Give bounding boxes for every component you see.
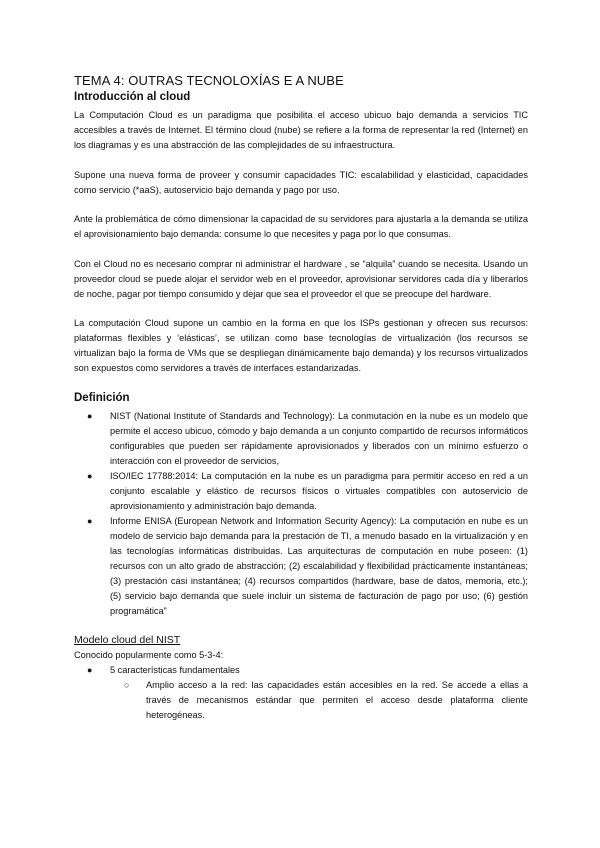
definition-item-text: NIST (National Institute of Standards and Technology): La conmutación en la nube es un modelo que permite el acceso ubicuo, cómodo y bajo demanda a un conjunto compartido de recursos informáticos configurables que pueden ser rápidamente aprovisionados y liberados con un mínimo esfuerzo o interacción con el proveedor de servicios,: [110, 410, 528, 466]
intro-paragraph-5: La computación Cloud supone un cambio en la forma en que los ISPs gestionan y ofrecen sus recursos: plataformas flexibles y ‘elásticas’, se utilizan como base tecnologías de virtualización (los recursos se virtualizan bajo la forma de VMs que se despliegan dinámicamente bajo demanda) y los recursos virtualizados son expuestos como servidores a través de interfaces estandarizadas.: [74, 318, 528, 374]
intro-heading: Introducción al cloud: [74, 91, 191, 103]
bullet-icon: ●: [87, 410, 93, 421]
bullet-icon: ●: [87, 470, 93, 481]
intro-paragraph-4: Con el Cloud no es necesario comprar ni administrar el hardware , se “alquila” cuando se necesita. Usando un proveedor cloud se puede alojar el servidor web en el proveedor, aprovisionar servidores cada día y liberarlos de noche, pagar por tiempo consumido y dejar que sea el proveedor el que se preocupe del hardware.: [74, 258, 528, 299]
model-sub-item-text: Amplio acceso a la red: las capacidades están accesibles en la red. Se accede a ellas a través de mecanismos estándar que permiten el acceso desde plataforma cliente heterogéneas.: [146, 679, 528, 720]
definition-item-text: ISO/IEC 17788:2014: La computación en la nube es un paradigma para permitir acceso en red a un conjunto escalable y elástico de recursos físicos o virtuales compatibles con autoservicio de aprovisionamiento y administración bajo demanda.: [110, 470, 528, 511]
model-sub-item-network-access: [74, 678, 528, 723]
definition-list: [74, 409, 528, 619]
intro-paragraph-2: Supone una nueva forma de proveer y consumir capacidades TIC: escalabilidad y elasticidad, capacidades como servicio (*aaS), autoservicio bajo demanda y pago por uso.: [74, 169, 528, 195]
model-item-characteristics: [74, 663, 528, 678]
definition-item-text: Informe ENISA (European Network and Information Security Agency): La computación en nube es un modelo de servicio bajo demanda para la prestación de TI, a menudo basado en la virtualización y en las tecnologías informáticas distribuidas. Las arquitecturas de computación en nube poseen: (1) recursos con un alto grado de abstracción; (2) escalabilidad y flexibilidad prácticamente instantáneas; (3) prestación casi instantánea; (4) recursos compartidos (hardware, base de datos, memoria, etc.); (5) servicio bajo demanda que suele incluir un sistema de facturación de pago por uso; (6) gestión programática”: [110, 515, 528, 616]
circle-bullet-icon: ○: [124, 679, 130, 690]
definition-item-enisa: [74, 514, 528, 619]
definition-item-nist: [74, 409, 528, 469]
model-known-as: Conocido popularmente como 5-3-4:: [74, 649, 224, 660]
model-list: [74, 663, 528, 678]
intro-paragraph-3: Ante la problemática de cómo dimensionar la capacidad de su servidores para ajustarla a la demanda se utiliza el aprovisionamiento bajo demanda: consume lo que necesites y paga por lo que consumas.: [74, 214, 528, 240]
document-title: TEMA 4: OUTRAS TECNOLOXÍAS E A NUBE: [74, 73, 344, 88]
model-item-text: 5 características fundamentales: [110, 664, 240, 675]
model-heading: Modelo cloud del NIST: [74, 633, 181, 646]
intro-paragraph-1: La Computación Cloud es un paradigma que posibilita el acceso ubicuo bajo demanda a servicios TIC accesibles a través de Internet. El término cloud (nube) se refiere a la forma de representar la red (Internet) en los diagramas y es una abstracción de las complejidades de su infraestructura.: [74, 110, 528, 150]
document-page: [74, 72, 528, 723]
definition-item-iso: [74, 469, 528, 514]
bullet-icon: ●: [87, 664, 93, 675]
bullet-icon: ●: [87, 515, 93, 526]
model-sub-list: [74, 678, 528, 723]
definition-heading: Definición: [74, 391, 130, 404]
